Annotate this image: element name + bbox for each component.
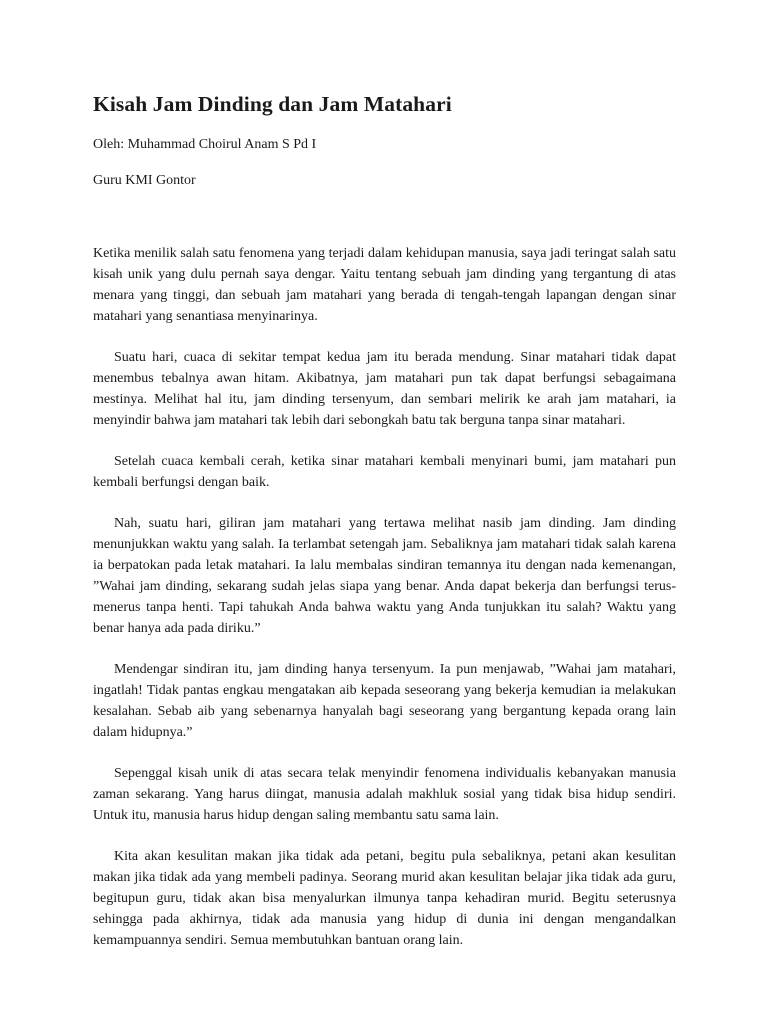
document-affiliation: Guru KMI Gontor (93, 173, 196, 188)
paragraph-3: Setelah cuaca kembali cerah, ketika sinar matahari kembali menyinari bumi, jam matahari pun kembali berfungsi dengan baik. (93, 454, 676, 490)
paragraph-7: Kita akan kesulitan makan jika tidak ada petani, begitu pula sebaliknya, petani akan kesulitan makan jika tidak ada yang membeli padinya. Seorang murid akan kesulitan belajar jika tidak ada guru, begitupun guru, tidak akan bisa menyalurkan ilmunya tanpa kehadiran murid. Begitu seterusnya sehingga pada akhirnya, tidak ada manusia yang hidup di dunia ini dengan mengandalkan kemampuannya sendiri. Semua membutuhkan bantuan orang lain. (93, 849, 676, 948)
document-body (93, 243, 676, 971)
paragraph-5: Mendengar sindiran itu, jam dinding hanya tersenyum. Ia pun menjawab, ”Wahai jam matahari, ingatlah! Tidak pantas engkau mengatakan aib kepada seseorang yang bekerja kemudian ia melakukan kesalahan. Sebab aib yang sebenarnya hanyalah bagi seseorang yang bergantung kepada orang lain dalam hidupnya.” (93, 662, 676, 740)
paragraph-4: Nah, suatu hari, giliran jam matahari yang tertawa melihat nasib jam dinding. Jam dinding menunjukkan waktu yang salah. Ia terlambat setengah jam. Sebaliknya jam matahari tidak salah karena ia berpatokan pada letak matahari. Ia lalu membalas sindiran temannya itu dengan nada kemenangan, ”Wahai jam dinding, sekarang sudah jelas siapa yang benar. Anda dapat bekerja dan berfungsi terus-menerus tanpa henti. Tapi tahukah Anda bahwa waktu yang Anda tunjukkan itu salah? Waktu yang benar hanya ada pada diriku.” (93, 516, 676, 636)
document-title: Kisah Jam Dinding dan Jam Matahari (93, 92, 452, 116)
document-author: Oleh: Muhammad Choirul Anam S Pd I (93, 137, 317, 152)
paragraph-2: Suatu hari, cuaca di sekitar tempat kedua jam itu berada mendung. Sinar matahari tidak dapat menembus tebalnya awan hitam. Akibatnya, jam matahari pun tak dapat berfungsi sebagaimana mestinya. Melihat hal itu, jam dinding tersenyum, dan sembari melirik ke arah jam matahari, ia menyindir bahwa jam matahari tak lebih dari sebongkah batu tak berguna tanpa sinar matahari. (93, 350, 676, 428)
paragraph-6: Sepenggal kisah unik di atas secara telak menyindir fenomena individualis kebanyakan manusia zaman sekarang. Yang harus diingat, manusia adalah makhluk sosial yang tidak bisa hidup sendiri. Untuk itu, manusia harus hidup dengan saling membantu satu sama lain. (93, 766, 676, 823)
paragraph-1: Ketika menilik salah satu fenomena yang terjadi dalam kehidupan manusia, saya jadi teringat salah satu kisah unik yang dulu pernah saya dengar. Yaitu tentang sebuah jam dinding yang tergantung di atas menara yang tinggi, dan sebuah jam matahari yang berada di tengah-tengah lapangan dengan sinar matahari yang senantiasa menyinarinya. (93, 246, 676, 324)
